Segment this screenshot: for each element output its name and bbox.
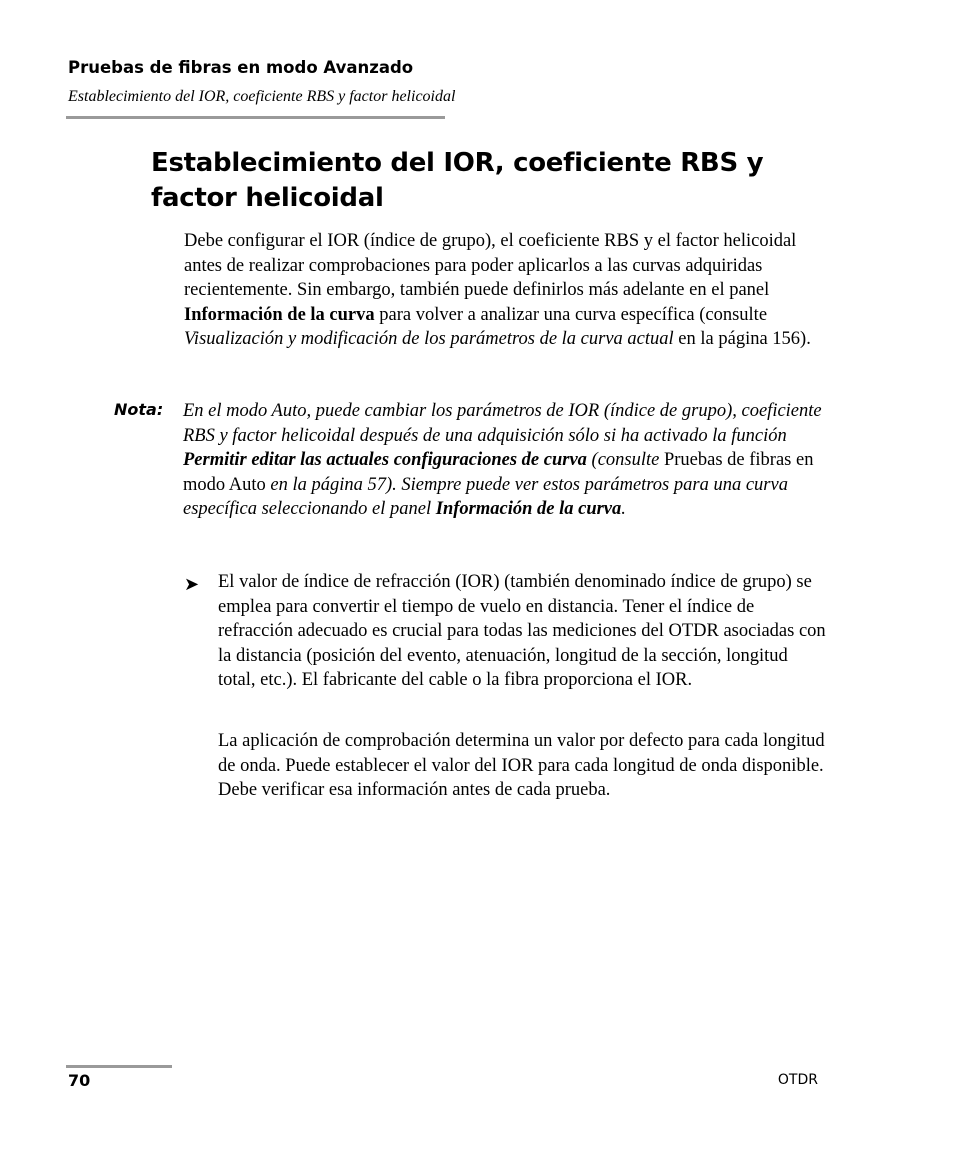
bullet-arrow-icon: ➤	[184, 574, 200, 594]
intro-text-2: para volver a analizar una curva específica (consulte	[374, 304, 768, 325]
note-label: Nota:	[114, 400, 164, 419]
note-paragraph	[183, 399, 833, 522]
product-name: OTDR	[777, 1072, 818, 1088]
note-bold-panel: Información de la curva	[435, 499, 622, 520]
intro-text-3: en la página 156).	[673, 329, 811, 350]
note-text-3: en la página 57). Siempre puede ver estos parámetros para una curva específica seleccionando el panel	[183, 474, 788, 520]
note-cross-reference[interactable]: Pruebas de fibras en modo Auto	[183, 450, 814, 495]
note-text-4: .	[621, 499, 626, 520]
note-text-2: (consulte	[586, 450, 664, 471]
intro-text-1: Debe configurar el IOR (índice de grupo), el coeficiente RBS y el factor helicoidal antes de realizar comprobaciones para poder aplicarlos a las curvas adquiridas recientemente. Sin embargo, también puede definirlos más adelante en el panel	[184, 231, 797, 301]
running-header-title: Pruebas de fibras en modo Avanzado	[68, 58, 414, 77]
note-bold-setting: Permitir editar las actuales configuraciones de curva	[183, 450, 587, 471]
page-title: Establecimiento del IOR, coeficiente RBS y factor helicoidal	[151, 148, 764, 213]
intro-cross-reference[interactable]: Visualización y modificación de los parámetros de la curva actual	[184, 329, 674, 350]
note-text-1: En el modo Auto, puede cambiar los parámetros de IOR (índice de grupo), coeficiente RBS y factor helicoidal después de una adquisición sólo si ha activado la función	[183, 401, 822, 446]
intro-bold-panel: Información de la curva	[184, 304, 375, 325]
running-header-subtitle: Establecimiento del IOR, coeficiente RBS y factor helicoidal	[68, 88, 456, 105]
page-number: 70	[68, 1071, 91, 1090]
footer-divider	[66, 1065, 172, 1068]
header-divider	[66, 116, 445, 119]
bullet-paragraph: El valor de índice de refracción (IOR) (también denominado índice de grupo) se emplea para convertir el tiempo de vuelo en distancia. Tener el índice de refracción adecuado es crucial para todas las mediciones del OTDR asociadas con la distancia (posición del evento, atenuación, longitud de la sección, longitud total, etc.). El fabricante del cable o la fibra proporciona el IOR.	[218, 572, 826, 691]
intro-paragraph	[184, 229, 834, 352]
bullet-paragraph-2: La aplicación de comprobación determina un valor por defecto para cada longitud de onda. Puede establecer el valor del IOR para cada longitud de onda disponible. Debe verificar esa información antes de cada prueba.	[218, 731, 825, 801]
